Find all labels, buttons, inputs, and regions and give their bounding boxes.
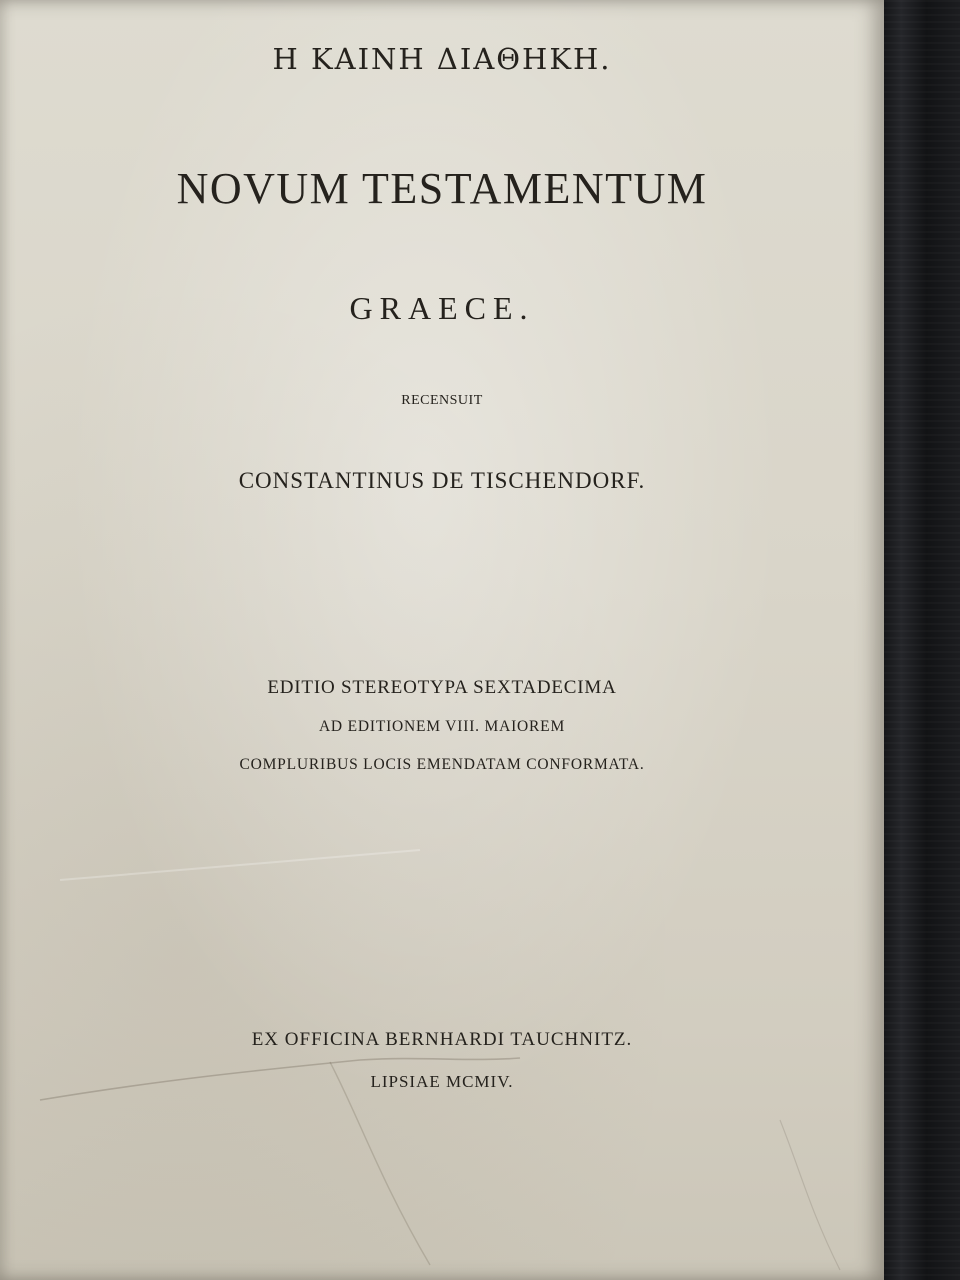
imprint-line: LIPSIAE MCMIV. [370,1072,514,1091]
publisher-line: EX OFFICINA BERNHARDI TAUCHNITZ. [251,1029,633,1050]
main-title: NOVUM TESTAMENTUM [176,164,708,213]
recensuit-label: RECENSUIT [401,393,483,408]
editor-name: CONSTANTINUS DE TISCHENDORF. [238,468,646,493]
subtitle: GRAECE. [349,290,535,326]
edition-line-1: EDITIO STEREOTYPA SEXTADECIMA [267,677,617,698]
edition-line-2: AD EDITIONEM VIII. MAIOREM [318,718,566,735]
greek-title: Η ΚΑΙΝΗ ΔΙΑΘΗΚΗ. [272,42,612,76]
edition-line-3: COMPLURIBUS LOCIS EMENDATAM CONFORMATA. [239,756,645,773]
book-binding [876,0,960,1280]
